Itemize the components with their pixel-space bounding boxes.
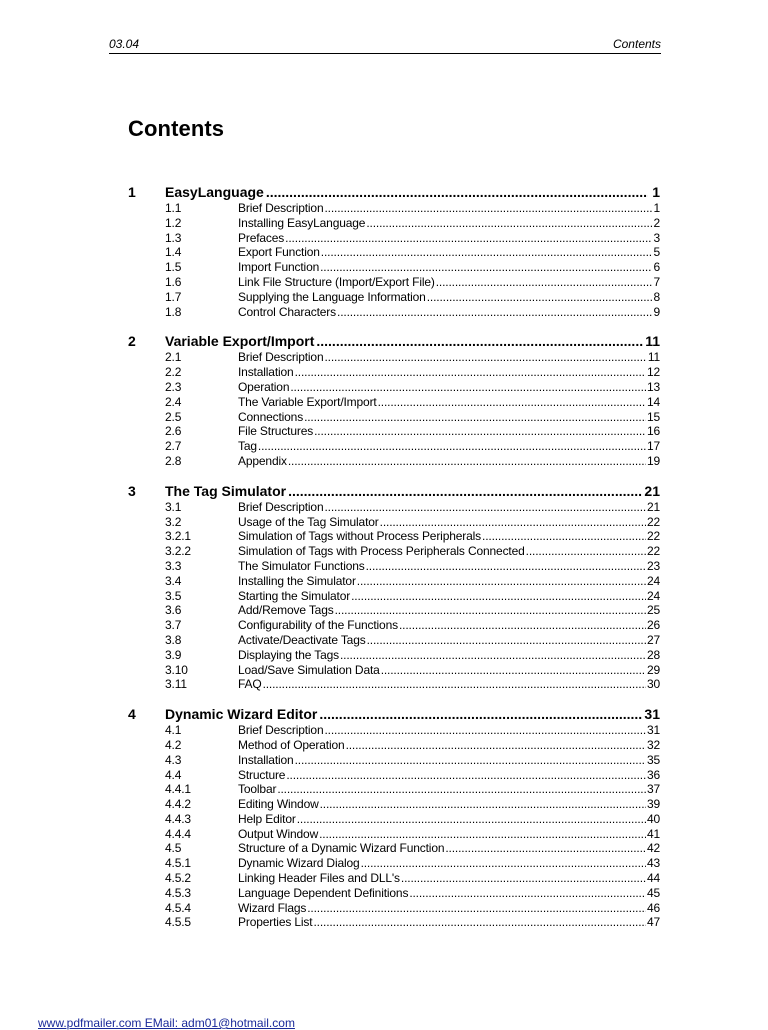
section-number: 4.3 [165,752,182,767]
section-page-number: 28 [646,647,660,662]
section-title: Tag [238,439,257,454]
toc-section-entry[interactable] [128,915,660,930]
dot-leader [288,483,642,499]
section-title: Connections [238,409,304,424]
section-page-number: 17 [646,439,660,454]
section-number: 2.4 [165,394,182,409]
toc-section-entry[interactable] [128,618,660,633]
section-number: 4.5 [165,841,182,856]
dot-leader [316,333,643,349]
section-page-number: 40 [646,811,660,826]
section-title: Wizard Flags [238,900,307,915]
dot-leader [445,841,646,855]
chapter-page-number: 11 [645,333,660,350]
section-title: Prefaces [238,230,285,245]
dot-leader [321,245,653,259]
chapter-title: EasyLanguage [165,184,264,200]
dot-leader [295,753,646,767]
toc-section-entry[interactable] [128,305,660,320]
section-number: 4.5.1 [165,856,191,871]
section-page-number: 22 [646,514,660,529]
section-title: Appendix [238,453,287,468]
toc-section-entry[interactable] [128,603,660,618]
toc-chapter-entry[interactable] [128,184,660,201]
section-title: Structure of a Dynamic Wizard Function [238,841,445,856]
section-title: Configurability of the Functions [238,618,398,633]
toc-section-entry[interactable] [128,515,660,530]
chapter-page-number: 21 [644,482,660,499]
section-page-number: 5 [653,245,660,260]
toc-section-entry[interactable] [128,782,660,797]
toc-section-entry[interactable] [128,500,660,515]
dot-leader [295,365,646,379]
dot-leader [285,231,652,245]
section-title: Help Editor [238,811,296,826]
section-page-number: 43 [646,856,660,871]
section-number: 3.10 [165,662,188,677]
section-title: Dynamic Wizard Dialog [238,856,360,871]
dot-leader [482,529,646,543]
section-number: 4.1 [165,723,182,738]
chapter-title: The Tag Simulator [165,482,287,499]
section-number: 4.5.4 [165,900,191,915]
toc-section-entry[interactable] [128,395,660,410]
section-page-number: 24 [646,573,660,588]
toc-chapter [128,184,660,319]
section-page-number: 22 [646,529,660,544]
section-title: Starting the Simulator [238,588,351,603]
dot-leader [409,886,646,900]
header-version: 03.04 [109,37,140,51]
section-number: 3.3 [165,558,182,573]
section-number: 4.4 [165,767,182,782]
dot-leader [335,603,646,617]
dot-leader [380,515,646,529]
toc-section-entry[interactable] [128,544,660,559]
section-page-number: 36 [646,767,660,782]
dot-leader [357,574,646,588]
toc-section-entry[interactable] [128,290,660,305]
section-page-number: 32 [646,737,660,752]
section-title: Toolbar [238,782,277,797]
section-page-number: 23 [646,558,660,573]
section-number: 2.7 [165,439,182,454]
chapter-page-number: 31 [644,706,660,723]
section-number: 1.3 [165,230,182,245]
toc-section-entry[interactable] [128,231,660,246]
section-number: 3.2.2 [165,544,191,559]
dot-leader [319,827,646,841]
dot-leader [381,663,646,677]
section-title: Export Function [238,245,320,260]
section-page-number: 16 [646,424,660,439]
section-title: Supplying the Language Information [238,289,426,304]
section-page-number: 13 [646,379,660,394]
dot-leader [304,410,646,424]
dot-leader [366,559,646,573]
dot-leader [427,290,653,304]
section-page-number: 35 [646,752,660,767]
footer-link[interactable]: www.pdfmailer.com EMail: adm01@hotmail.com [38,1016,295,1030]
dot-leader [436,275,653,289]
section-title: Brief Description [238,499,324,514]
toc-section-entry[interactable] [128,871,660,886]
section-page-number: 24 [646,588,660,603]
toc-section-entry[interactable] [128,589,660,604]
section-number: 3.4 [165,573,182,588]
section-number: 1.7 [165,289,182,304]
section-title: Editing Window [238,797,319,812]
section-title: The Simulator Functions [238,558,365,573]
section-page-number: 2 [653,215,660,230]
section-number: 1.1 [165,201,182,215]
dot-leader [288,454,646,468]
section-page-number: 1 [653,201,660,215]
section-page-number: 9 [653,304,660,319]
toc-section-entry[interactable] [128,797,660,812]
section-number: 4.4.2 [165,797,191,812]
section-page-number: 6 [653,260,660,275]
section-page-number: 11 [647,350,660,365]
section-title: Brief Description [238,350,324,365]
section-page-number: 15 [646,409,660,424]
section-number: 4.4.1 [165,782,191,797]
toc-chapter [128,706,660,930]
dot-leader [313,915,645,929]
section-page-number: 7 [653,274,660,289]
dot-leader [340,648,646,662]
section-title: Operation [238,379,290,394]
section-page-number: 12 [646,365,660,380]
dot-leader [314,424,646,438]
section-page-number: 41 [646,826,660,841]
toc-section-entry[interactable] [128,439,660,454]
dot-leader [526,544,646,558]
dot-leader [324,500,645,514]
section-title: Linking Header Files and DLL's [238,871,400,886]
section-title: Simulation of Tags with Process Peripherals Connected [238,544,525,559]
toc-section-entry[interactable] [128,574,660,589]
section-number: 4.5.3 [165,885,191,900]
toc-section-entry[interactable] [128,841,660,856]
section-title: FAQ [238,677,262,692]
section-number: 3.2.1 [165,529,191,544]
toc-section-entry[interactable] [128,365,660,380]
section-number: 3.6 [165,603,182,618]
section-title: Structure [238,767,286,782]
chapter-title: Variable Export/Import [165,333,315,350]
chapter-number: 3 [128,482,136,499]
section-page-number: 22 [646,544,660,559]
section-page-number: 39 [646,797,660,812]
toc-chapter [128,483,660,692]
section-page-number: 8 [653,289,660,304]
section-title: Installing EasyLanguage [238,215,366,230]
dot-leader [319,706,642,722]
dot-leader [351,589,646,603]
toc-section-entry[interactable] [128,410,660,425]
dot-leader [361,856,646,870]
toc-section-entry[interactable] [128,827,660,842]
section-page-number: 47 [646,915,660,930]
dot-leader [277,782,646,796]
section-title: Add/Remove Tags [238,603,334,618]
toc-section-entry[interactable] [128,723,660,738]
section-number: 2.1 [165,350,182,365]
dot-leader [337,305,652,319]
section-title: Usage of the Tag Simulator [238,514,379,529]
section-number: 4.4.4 [165,826,191,841]
section-page-number: 29 [646,662,660,677]
dot-leader [320,797,646,811]
section-number: 1.2 [165,215,182,230]
section-title: Link File Structure (Import/Export File) [238,274,435,289]
section-number: 1.4 [165,245,182,260]
section-number: 4.2 [165,737,182,752]
section-number: 2.3 [165,379,182,394]
toc-section-entry[interactable] [128,559,660,574]
section-title: File Structures [238,424,314,439]
dot-leader [324,723,645,737]
toc-chapter [128,333,660,468]
section-page-number: 30 [646,677,660,692]
section-number: 4.5.5 [165,915,191,930]
section-page-number: 19 [646,453,660,468]
dot-leader [401,871,646,885]
section-page-number: 37 [646,782,660,797]
section-number: 3.11 [165,677,187,692]
section-title: Properties List [238,915,313,930]
toc-section-entry[interactable] [128,201,660,216]
section-page-number: 45 [646,885,660,900]
section-title: Brief Description [238,201,324,215]
section-number: 2.6 [165,424,182,439]
section-number: 1.8 [165,304,182,319]
section-title: Method of Operation [238,737,345,752]
section-number: 3.9 [165,647,182,662]
toc-section-entry[interactable] [128,901,660,916]
toc-section-entry[interactable] [128,529,660,544]
dot-leader [367,633,646,647]
toc-section-entry[interactable] [128,812,660,827]
toc-section-entry[interactable] [128,677,660,692]
section-number: 4.5.2 [165,871,191,886]
toc-section-entry[interactable] [128,738,660,753]
toc-section-entry[interactable] [128,768,660,783]
dot-leader [366,216,652,230]
section-number: 2.5 [165,409,182,424]
section-number: 1.5 [165,260,182,275]
section-title: Control Characters [238,304,337,319]
dot-leader [324,350,646,364]
toc-section-entry[interactable] [128,380,660,395]
section-page-number: 14 [646,394,660,409]
section-page-number: 46 [646,900,660,915]
toc-section-entry[interactable] [128,648,660,663]
dot-leader [290,380,646,394]
chapter-number: 4 [128,706,136,723]
header-section-title: Contents [612,37,661,51]
section-page-number: 21 [646,499,660,514]
dot-leader [346,738,646,752]
section-number: 4.4.3 [165,811,191,826]
section-number: 3.7 [165,618,182,633]
section-page-number: 27 [646,632,660,647]
section-number: 3.2 [165,514,182,529]
section-page-number: 42 [646,841,660,856]
dot-leader [286,768,646,782]
section-title: Activate/Deactivate Tags [238,632,366,647]
dot-leader [399,618,646,632]
section-number: 3.1 [165,499,182,514]
toc-section-entry[interactable] [128,633,660,648]
section-page-number: 44 [646,871,660,886]
section-title: Load/Save Simulation Data [238,662,380,677]
section-page-number: 31 [646,723,660,738]
page-header [109,36,661,54]
section-page-number: 25 [646,603,660,618]
section-page-number: 26 [646,618,660,633]
toc-section-entry[interactable] [128,275,660,290]
section-number: 1.6 [165,274,182,289]
chapter-number: 1 [128,184,136,200]
chapter-number: 2 [128,333,136,350]
section-title: Import Function [238,260,320,275]
section-number: 2.8 [165,453,182,468]
table-of-contents [128,184,660,944]
chapter-title: Dynamic Wizard Editor [165,706,318,723]
section-title: Installing the Simulator [238,573,356,588]
section-title: Displaying the Tags [238,647,339,662]
dot-leader [297,812,646,826]
section-title: Installation [238,365,294,380]
toc-section-entry[interactable] [128,350,660,365]
dot-leader [263,677,646,691]
dot-leader [307,901,646,915]
toc-section-entry[interactable] [128,216,660,231]
section-number: 3.8 [165,632,182,647]
toc-chapter-entry[interactable] [128,483,660,500]
section-title: The Variable Export/Import [238,394,377,409]
chapter-page-number: 1 [652,184,660,200]
toc-chapter-entry[interactable] [128,333,660,350]
dot-leader [378,395,646,409]
toc-section-entry[interactable] [128,424,660,439]
section-number: 3.5 [165,588,182,603]
section-page-number: 3 [653,230,660,245]
toc-section-entry[interactable] [128,753,660,768]
toc-section-entry[interactable] [128,886,660,901]
dot-leader [258,439,646,453]
section-title: Simulation of Tags without Process Peripherals [238,529,482,544]
toc-section-entry[interactable] [128,663,660,678]
toc-section-entry[interactable] [128,245,660,260]
section-title: Output Window [238,826,319,841]
toc-section-entry[interactable] [128,856,660,871]
page-title: Contents [128,116,225,141]
toc-section-entry[interactable] [128,454,660,469]
toc-section-entry[interactable] [128,260,660,275]
toc-chapter-entry[interactable] [128,706,660,723]
dot-leader [266,184,648,200]
dot-leader [324,201,652,215]
dot-leader [320,260,652,274]
section-title: Language Dependent Definitions [238,885,409,900]
section-number: 2.2 [165,365,182,380]
section-title: Installation [238,752,294,767]
section-title: Brief Description [238,723,324,738]
